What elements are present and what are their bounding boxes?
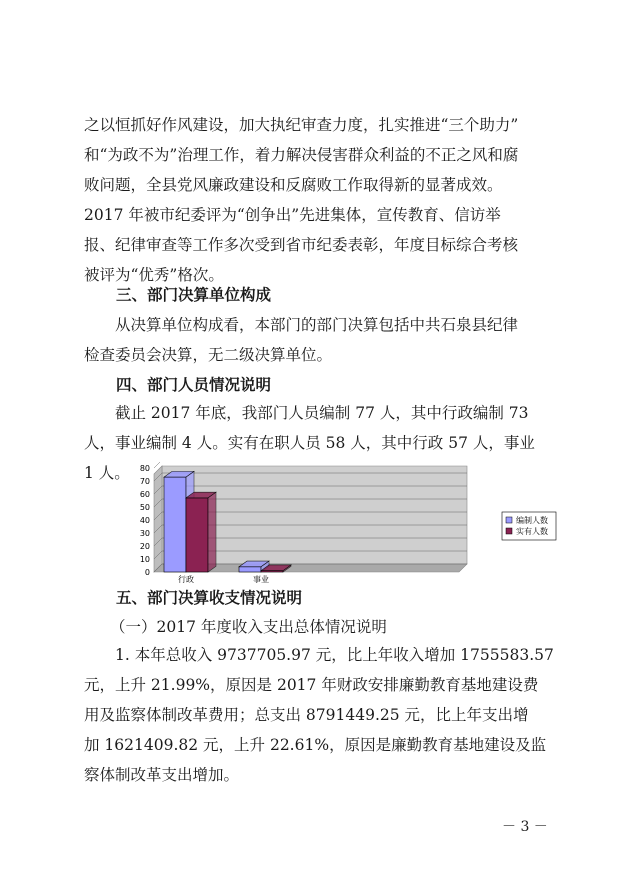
- legend-label: 实有人数: [516, 527, 548, 536]
- y-tick-label: 80: [139, 464, 150, 473]
- chart-legend: [502, 512, 556, 540]
- legend-label: 编制人数: [516, 516, 548, 525]
- text-line: 之以恒抓好作风建设，加大执纪审查力度，扎实推进“三个助力”: [84, 116, 519, 134]
- text-line: 元，上升 21.99%，原因是 2017 年财政安排廉勤教育基地建设费: [84, 676, 539, 694]
- text-line: 加 1621409.82 元，上升 22.61%，原因是廉勤教育基地建设及监: [84, 736, 547, 754]
- section-5-heading: 五、部门决算收支情况说明: [116, 589, 303, 607]
- legend-swatch: [506, 517, 512, 523]
- section-4-heading: 四、部门人员情况说明: [116, 376, 272, 394]
- staff-bar-chart: [132, 462, 572, 586]
- bar-编制人数-行政: [164, 477, 186, 572]
- x-category-label: 事业: [253, 575, 269, 584]
- bar-编制人数-事业: [239, 567, 261, 572]
- text-line: 1 人。: [84, 464, 130, 482]
- y-tick-label: 60: [139, 490, 150, 499]
- section-5-subheading: （一）2017 年度收入支出总体情况说明: [110, 618, 387, 636]
- y-tick-label: 20: [139, 542, 150, 551]
- text-line: 察体制改革支出增加。: [84, 766, 240, 784]
- text-line: 检查委员会决算，无二级决算单位。: [84, 346, 333, 364]
- y-tick-label: 70: [139, 477, 150, 486]
- section-3-paragraph: [84, 310, 544, 370]
- section-3-heading: 三、部门决算单位构成: [116, 286, 272, 304]
- text-line: 人，事业编制 4 人。实有在职人员 58 人，其中行政 57 人，事业: [84, 434, 535, 452]
- y-tick-label: 0: [144, 568, 150, 577]
- bar-side: [208, 492, 216, 572]
- intro-paragraph: [84, 110, 544, 290]
- text-line: 截止 2017 年底，我部门人员编制 77 人，其中行政编制 73: [84, 404, 529, 422]
- legend-swatch: [506, 528, 512, 534]
- y-tick-label: 30: [139, 529, 150, 538]
- y-tick-label: 40: [139, 516, 150, 525]
- x-category-label: 行政: [178, 575, 194, 584]
- text-line: 用及监察体制改革费用；总支出 8791449.25 元，比上年支出增: [84, 706, 529, 724]
- text-line: 败问题，全县党风廉政建设和反腐败工作取得新的显著成效。: [84, 176, 503, 194]
- text-line: 2017 年被市纪委评为“创争出”先进集体，宣传教育、信访举: [84, 206, 501, 224]
- bar-实有人数-行政: [186, 498, 208, 572]
- section-5-paragraph: [84, 640, 554, 790]
- text-line: 被评为“优秀”格次。: [84, 266, 224, 284]
- text-line: 和“为政不为”治理工作，着力解决侵害群众利益的不正之风和腐: [84, 146, 519, 164]
- y-tick-label: 10: [139, 555, 150, 564]
- text-line: 从决算单位构成看，本部门的部门决算包括中共石泉县纪律: [84, 316, 519, 334]
- page-number: － 3 －: [502, 819, 548, 835]
- y-tick-label: 50: [139, 503, 150, 512]
- text-line: 1. 本年总收入 9737705.97 元，比上年收入增加 1755583.57: [84, 646, 554, 664]
- text-line: 报、纪律审查等工作多次受到省市纪委表彰，年度目标综合考核: [84, 236, 519, 254]
